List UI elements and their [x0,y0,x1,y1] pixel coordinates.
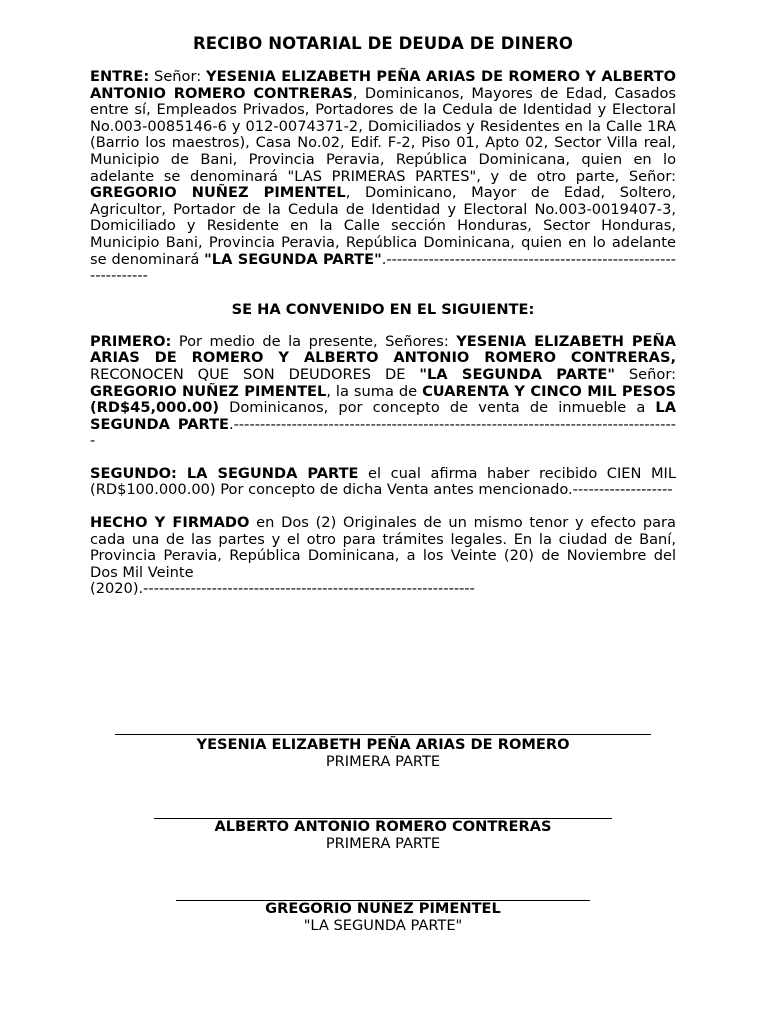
entre-text-2: , Dominicanos, Mayores de Edad, Casados entre sí, Empleados Privados, Portadores de la Cedula de Identidad y Electoral No.003-0085146-6 y 012-0074371-2, Domiciliados y Residentes en la Calle 1RA (Barrio los maestros), Casa No.02, Edif. F-2, Piso 01, Apto 02, Sector Villa real, Municipio de Bani, Provincia Peravia, República Dominicana, quien en lo adelante se denominará "LAS PRIMERAS PARTES", y de otro parte, Señor: [90,84,676,185]
document-body [90,34,676,598]
convenido-heading: SE HA CONVENIDO EN EL SIGUIENTE: [231,300,535,318]
entre-text-1: Señor: [149,68,207,85]
segunda-parte-label: "LA SEGUNDA PARTE" [204,250,382,268]
primero-name2: GREGORIO NUÑEZ PIMENTEL [90,382,327,400]
document-title: RECIBO NOTARIAL DE DEUDA DE DINERO [192,34,574,53]
second-party-name: GREGORIO NUÑEZ PIMENTEL [90,184,346,202]
primero-label: PRIMERO: [90,332,172,350]
signature-name: ALBERTO ANTONIO ROMERO CONTRERAS [214,818,552,835]
signature-block-2 [154,818,612,852]
signature-line [115,734,651,735]
primero-text-5: Dominicanos, por concepto de venta de inmueble a [219,399,656,417]
segundo-text: el cual afirma haber recibido CIEN MIL (RD$100.000.00) Por concepto de dicha Venta antes mencionado.------------------- [90,464,676,499]
segundo-paragraph [90,466,676,499]
primero-paragraph [90,334,676,450]
signature-block-1 [115,734,651,770]
primero-amount: CUARENTA Y CINCO MIL PESOS (RD$45,000.00) [90,382,676,417]
hecho-paragraph [90,515,676,581]
hecho-last-line: (2020).--------------------------------------------------------------- [90,580,475,598]
signature-role: "LA SEGUNDA PARTE" [303,916,463,934]
primero-text-1: Por medio de la presente, Señores: [171,332,457,350]
primero-names: YESENIA ELIZABETH PEÑA ARIAS DE ROMERO Y ALBERTO ANTONIO ROMERO CONTRERAS, [90,332,677,367]
signature-name: GREGORIO NUÑEZ PIMENTEL [265,900,501,917]
entre-text-3: , Dominicano, Mayor de Edad, Soltero, Agricultor, Portador de la Cedula de Identidad y Electoral No.003-0019407-3, Domiciliado y Residente en la Calle sección Honduras, Sector Honduras, Municipio Bani, Provincia Peravia, República Dominicana, quien en lo adelante se denominará [90,184,676,268]
entre-label: ENTRE: [90,68,150,85]
signature-role: PRIMERA PARTE [325,834,441,852]
primero-text-2: RECONOCEN QUE SON DEUDORES DE [90,365,420,383]
segundo-label: SEGUNDO: LA SEGUNDA PARTE [90,464,359,482]
primero-text-3: Señor: [614,365,676,383]
signature-name: YESENIA ELIZABETH PEÑA ARIAS DE ROMERO [196,736,570,753]
first-parties-names: YESENIA ELIZABETH PEÑA ARIAS DE ROMERO Y ALBERTO ANTONIO ROMERO CONTRERAS [90,68,676,102]
hecho-text: en Dos (2) Originales de un mismo tenor y efecto para cada una de las partes y el otro para trámites legales. En la ciudad de Baní, Provincia Peravia, República Dominicana, a los Veinte (20) de Noviembre del Dos Mil Veinte [90,514,676,581]
primero-la-segunda-parte: LA SEGUNDA PARTE [90,399,676,433]
primero-text-4: , la suma de [326,382,423,400]
entre-paragraph [90,69,676,285]
primero-dashes: .------------------------------------------------------------------------------------- [90,415,676,450]
hecho-label: HECHO Y FIRMADO [90,514,250,532]
entre-dashes: .------------------------------------------------------------------ [90,250,676,285]
signature-block-3 [176,900,590,934]
signature-role: PRIMERA PARTE [325,752,441,770]
primero-segunda-parte: "LA SEGUNDA PARTE" [419,365,615,383]
